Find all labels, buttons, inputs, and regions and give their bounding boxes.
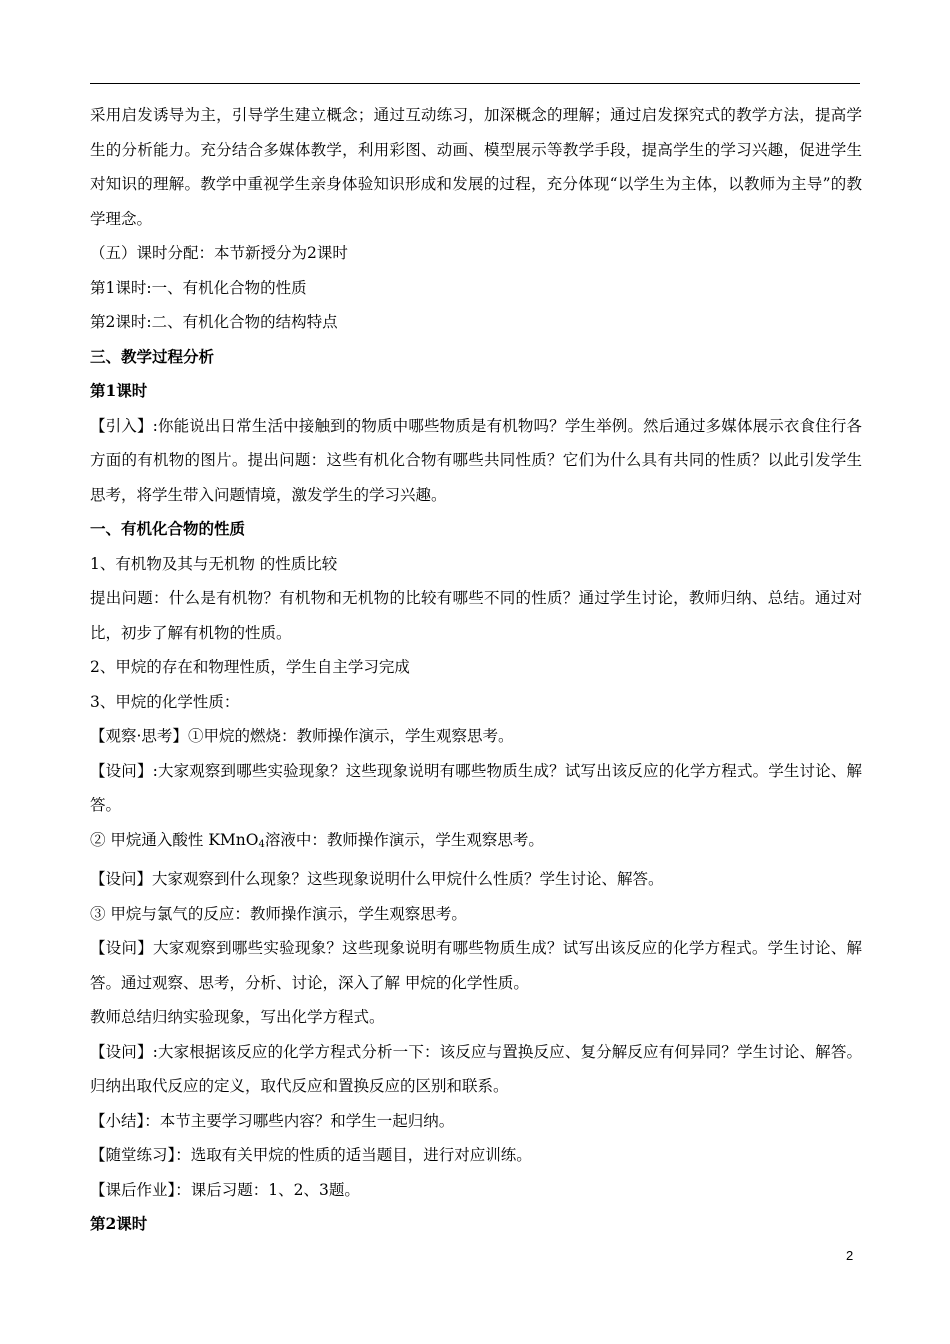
paragraph-kmno4 <box>90 823 862 863</box>
paragraph-question-4 <box>90 1035 862 1104</box>
paragraph-item-3: 3、甲烷的化学性质： <box>90 692 240 711</box>
heading-process-analysis: 三、教学过程分析 <box>90 346 215 366</box>
header-rule <box>90 83 860 84</box>
paragraph-item-1: 1、有机物及其与无机物 的性质比较 <box>90 554 338 573</box>
heading-lesson-1: 第1课时 <box>90 381 148 400</box>
paragraph-teaching-method: 采用启发诱导为主，引导学生建立概念；通过互动练习，加深概念的理解；通过启发探究式的教学方法，提高学生的分析能力。充分结合多媒体教学，利用彩图、动画、模型展示等教学手段，提高学生的学习兴趣，促进学生对知识的理解。教学中重视学生亲身体验知识形成和发展的过程，充分体现“以学生为主体，以教师为主导”的教学理念。 <box>90 106 862 228</box>
tag-question-1: 【设问】 <box>90 761 153 780</box>
paragraph-question-3 <box>90 931 862 1000</box>
text-question-3: 大家观察到哪些实验现象？这些现象说明有哪些物质生成？试写出该反应的化学方程式。学生讨论、解答。通过观察、思考，分析、讨论，深入了解 甲烷的化学性质。 <box>90 939 862 992</box>
paragraph-chlorine: ③ 甲烷与氯气的反应：教师操作演示，学生观察思考。 <box>90 904 467 923</box>
paragraph-introduction <box>90 409 862 513</box>
paragraph-summary <box>90 1104 862 1139</box>
text-summary: ：本节主要学习哪些内容？和学生一起归纳。 <box>144 1111 455 1130</box>
paragraph-lesson-2: 第2课时:二、有机化合物的结构特点 <box>90 313 338 331</box>
tag-homework: 【课后作业】 <box>90 1180 176 1199</box>
document-body <box>90 98 862 1242</box>
paragraph-teacher-summary: 教师总结归纳实验现象，写出化学方程式。 <box>90 1008 385 1026</box>
tag-summary: 【小结】 <box>90 1111 145 1130</box>
paragraph-question-2 <box>90 862 862 897</box>
text-question-1: :大家观察到哪些实验现象？这些现象说明有哪些物质生成？试写出该反应的化学方程式。学生讨论、解答。 <box>90 761 862 814</box>
text-kmno4-b: 溶液中：教师操作演示，学生观察思考。 <box>264 830 544 849</box>
page-number: 2 <box>846 1248 854 1263</box>
paragraph-question-1 <box>90 754 862 823</box>
paragraph-practice <box>90 1138 862 1173</box>
heading-lesson-2: 第2课时 <box>90 1214 148 1233</box>
text-observe-think: ①甲烷的燃烧：教师操作演示，学生观察思考。 <box>187 727 514 745</box>
paragraph-question-organic: 提出问题：什么是有机物？有机物和无机物的比较有哪些不同的性质？通过学生讨论，教师归纳、总结。通过对比，初步了解有机物的性质。 <box>90 589 862 642</box>
tag-question-4: 【设问】 <box>90 1042 153 1061</box>
paragraph-homework <box>90 1173 862 1208</box>
paragraph-observe-think <box>90 719 862 754</box>
text-kmno4-a: ② 甲烷通入酸性 KMnO <box>90 830 259 849</box>
paragraph-lesson-allocation: （五）课时分配：本节新授分为2课时 <box>90 244 348 262</box>
heading-organic-properties: 一、有机化合物的性质 <box>90 519 246 538</box>
text-homework: ：课后习题：1、2、3题。 <box>175 1180 360 1199</box>
tag-question-2: 【设问】 <box>90 870 153 888</box>
tag-observe-think: 【观察·思考】 <box>90 727 188 745</box>
text-question-2: 大家观察到什么现象？这些现象说明什么甲烷什么性质？学生讨论、解答。 <box>152 870 664 888</box>
tag-practice: 【随堂练习】 <box>90 1146 176 1164</box>
text-practice: ：选取有关甲烷的性质的适当题目，进行对应训练。 <box>175 1146 532 1164</box>
paragraph-lesson-1: 第1课时:一、有机化合物的性质 <box>90 278 307 297</box>
tag-question-3: 【设问】 <box>90 939 154 957</box>
tag-introduction: 【引入】 <box>90 416 153 435</box>
text-kmno4-subscript: 4 <box>258 838 265 850</box>
text-question-4: :大家根据该反应的化学方程式分析一下：该反应与置换反应、复分解反应有何异同？学生讨论、解答。归纳出取代反应的定义，取代反应和置换反应的区别和联系。 <box>90 1042 862 1095</box>
text-introduction: :你能说出日常生活中接触到的物质中哪些物质是有机物吗？学生举例。然后通过多媒体展示衣食住行各方面的有机物的图片。提出问题：这些有机化合物有哪些共同性质？它们为什么具有共同的性质？以此引发学生思考，将学生带入问题情境，激发学生的学习兴趣。 <box>90 416 862 504</box>
paragraph-item-2: 2、甲烷的存在和物理性质，学生自主学习完成 <box>90 658 410 676</box>
